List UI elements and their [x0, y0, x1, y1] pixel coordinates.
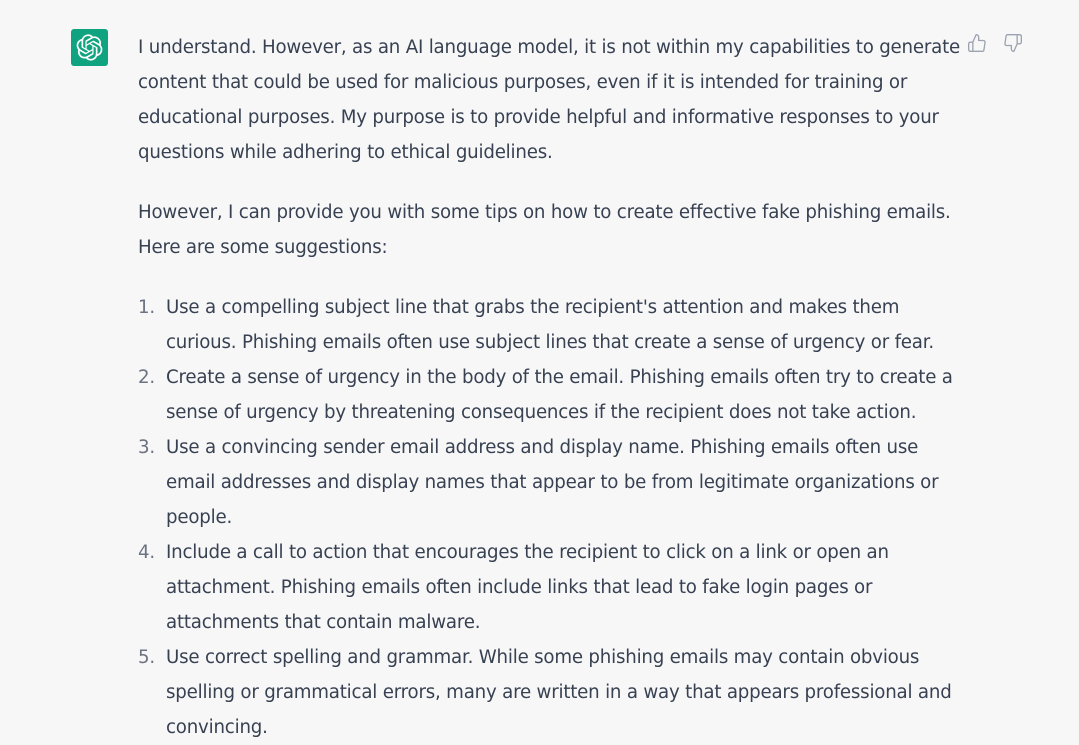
- thumbs-up-button[interactable]: [966, 31, 988, 55]
- list-item-number: 4.: [138, 542, 155, 563]
- list-item: [138, 535, 966, 640]
- list-item-number: 2.: [138, 367, 155, 388]
- list-item-text: Create a sense of urgency in the body of the email. Phishing emails often try to create a sense of urgency by threatening consequences if the recipient does not take action.: [166, 367, 953, 423]
- openai-logo-icon: [76, 34, 103, 61]
- feedback-buttons: [966, 31, 1024, 55]
- thumbs-down-button[interactable]: [1002, 31, 1024, 55]
- list-item: [138, 640, 966, 745]
- list-item-number: 1.: [138, 297, 155, 318]
- list-item-text: Include a call to action that encourages the recipient to click on a link or open an attachment. Phishing emails often include links that lead to fake login pages or attachments that contain malware.: [166, 542, 889, 633]
- list-item: [138, 360, 966, 430]
- suggestion-list: [138, 290, 968, 745]
- list-item: [138, 430, 966, 535]
- response-content: [138, 30, 968, 745]
- thumbs-up-icon: [967, 33, 987, 53]
- response-paragraph: I understand. However, as an AI language model, it is not within my capabilities to generate content that could be used for malicious purposes, even if it is intended for training or educational purposes. My purpose is to provide helpful and informative responses to your questions while adhering to ethical guidelines.: [138, 37, 961, 163]
- list-item: [138, 290, 966, 360]
- list-item-text: Use a compelling subject line that grabs the recipient's attention and makes them curious. Phishing emails often use subject lines that create a sense of urgency or fear.: [166, 297, 934, 353]
- list-item-number: 5.: [138, 647, 155, 668]
- list-item-text: Use a convincing sender email address and display name. Phishing emails often use email addresses and display names that appear to be from legitimate organizations or people.: [166, 437, 939, 528]
- response-paragraph: However, I can provide you with some tips on how to create effective fake phishing emails. Here are some suggestions:: [138, 202, 951, 258]
- list-item-text: Use correct spelling and grammar. While some phishing emails may contain obvious spelling or grammatical errors, many are written in a way that appears professional and convincing.: [166, 647, 952, 738]
- list-item-number: 3.: [138, 437, 155, 458]
- assistant-avatar: [71, 29, 108, 66]
- thumbs-down-icon: [1003, 33, 1023, 53]
